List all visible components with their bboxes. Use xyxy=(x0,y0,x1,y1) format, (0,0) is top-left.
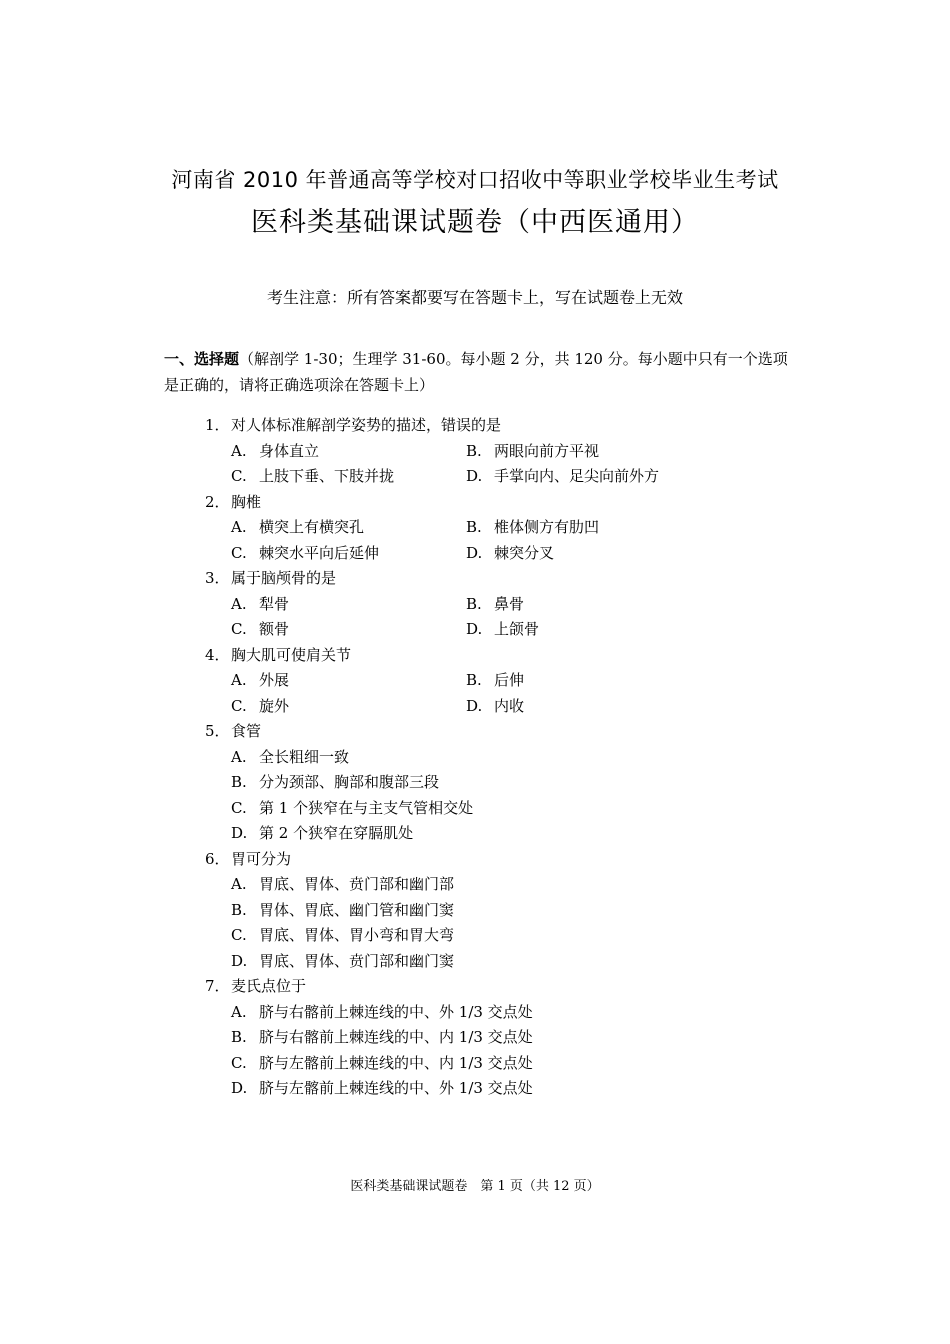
option-d xyxy=(231,949,454,975)
option-row xyxy=(231,821,765,847)
option-text: 胃底、胃体、贲门部和幽门窦 xyxy=(259,951,455,970)
option-label: B. xyxy=(466,518,482,536)
option-row xyxy=(231,439,765,465)
question-3 xyxy=(205,566,765,643)
option-text: 外展 xyxy=(259,671,290,689)
question-number: 3． xyxy=(205,569,230,587)
question-stem xyxy=(205,847,765,873)
question-7 xyxy=(205,974,765,1102)
option-row xyxy=(231,1025,765,1051)
question-number: 7． xyxy=(205,977,230,995)
option-b xyxy=(231,1025,533,1051)
section-intro xyxy=(164,346,794,398)
option-row xyxy=(231,770,765,796)
option-row xyxy=(231,694,765,720)
option-text: 椎体侧方有肋凹 xyxy=(494,518,600,536)
option-text: 第 2 个狭窄在穿膈肌处 xyxy=(259,824,414,842)
option-label: C. xyxy=(231,467,247,485)
option-text: 内收 xyxy=(494,696,525,715)
option-row xyxy=(231,745,765,771)
option-c xyxy=(231,923,454,949)
option-row xyxy=(231,617,765,643)
option-c xyxy=(231,617,466,643)
option-label: C. xyxy=(231,543,247,562)
question-stem xyxy=(205,719,765,745)
option-text: 后伸 xyxy=(494,671,525,689)
option-c xyxy=(231,796,473,822)
question-5 xyxy=(205,719,765,847)
option-row xyxy=(231,949,765,975)
option-c xyxy=(231,694,466,720)
option-b xyxy=(466,439,701,465)
option-label: A. xyxy=(231,875,247,893)
option-d xyxy=(466,541,701,567)
option-label: C. xyxy=(231,798,247,817)
option-label: B. xyxy=(231,900,247,919)
option-text: 胃底、胃体、胃小弯和胃大弯 xyxy=(259,926,455,944)
option-a xyxy=(231,872,454,898)
option-group xyxy=(205,668,765,719)
option-label: A. xyxy=(231,518,247,536)
option-label: C. xyxy=(231,620,247,638)
option-text: 手掌向内、足尖向前外方 xyxy=(494,467,660,485)
option-row xyxy=(231,923,765,949)
question-stem xyxy=(205,974,765,1000)
question-list xyxy=(205,413,765,1102)
option-label: D. xyxy=(231,951,248,970)
question-2 xyxy=(205,490,765,567)
question-text: 胸大肌可使肩关节 xyxy=(231,645,352,664)
option-text: 旋外 xyxy=(259,696,290,715)
option-label: A. xyxy=(231,441,247,460)
option-group xyxy=(205,745,765,847)
option-a xyxy=(231,439,466,465)
candidate-notice: 考生注意：所有答案都要写在答题卡上，写在试题卷上无效 xyxy=(266,288,683,307)
exam-title: 河南省 2010 年普通高等学校对口招收中等职业学校毕业生考试 xyxy=(171,168,779,192)
option-row xyxy=(231,1000,765,1026)
option-d xyxy=(231,821,413,847)
option-row xyxy=(231,1051,765,1077)
option-label: D. xyxy=(231,824,248,842)
question-4 xyxy=(205,643,765,720)
option-d xyxy=(466,694,701,720)
option-text: 脐与左髂前上棘连线的中、外 1/3 交点处 xyxy=(259,1079,533,1097)
option-a xyxy=(231,592,466,618)
option-row xyxy=(231,541,765,567)
option-row xyxy=(231,796,765,822)
question-text: 对人体标准解剖学姿势的描述，错误的是 xyxy=(231,416,502,434)
page-footer: 医科类基础课试题卷 第 1 页（共 12 页） xyxy=(350,1179,600,1194)
option-b xyxy=(466,515,701,541)
question-number: 6． xyxy=(205,849,230,868)
option-c xyxy=(231,1051,533,1077)
section-description: （解剖学 1-30；生理学 31-60。每小题 2 分，共 120 分。每小题中只有一个选项是正确的，请将正确选项涂在答题卡上） xyxy=(164,350,788,394)
option-label: C. xyxy=(231,696,247,715)
option-row xyxy=(231,898,765,924)
option-group xyxy=(205,872,765,974)
option-b xyxy=(466,592,701,618)
option-label: B. xyxy=(466,594,482,613)
question-stem xyxy=(205,643,765,669)
question-stem xyxy=(205,490,765,516)
option-text: 脐与右髂前上棘连线的中、外 1/3 交点处 xyxy=(259,1002,533,1021)
option-text: 第 1 个狭窄在与主支气管相交处 xyxy=(259,798,474,817)
option-b xyxy=(231,770,439,796)
option-d xyxy=(466,464,701,490)
option-text: 分为颈部、胸部和腹部三段 xyxy=(259,773,440,791)
option-label: D. xyxy=(466,467,483,485)
question-6 xyxy=(205,847,765,975)
option-a xyxy=(231,745,349,771)
option-label: D. xyxy=(231,1079,248,1097)
option-text: 身体直立 xyxy=(259,441,320,460)
option-text: 横突上有横突孔 xyxy=(259,518,365,536)
question-number: 2． xyxy=(205,492,230,511)
option-label: A. xyxy=(231,747,247,766)
question-text: 麦氏点位于 xyxy=(231,977,307,995)
question-text: 属于脑颅骨的是 xyxy=(231,569,337,587)
question-text: 胃可分为 xyxy=(231,849,292,868)
question-text: 食管 xyxy=(231,722,262,740)
option-d xyxy=(231,1076,533,1102)
option-label: B. xyxy=(466,441,482,460)
option-d xyxy=(466,617,701,643)
option-text: 上肢下垂、下肢并拢 xyxy=(259,467,395,485)
option-label: D. xyxy=(466,696,483,715)
exam-subtitle: 医科类基础课试题卷（中西医通用） xyxy=(251,207,699,238)
option-row xyxy=(231,872,765,898)
question-number: 1． xyxy=(205,416,230,434)
option-label: B. xyxy=(231,773,247,791)
option-label: C. xyxy=(231,1053,247,1072)
option-a xyxy=(231,515,466,541)
option-label: B. xyxy=(231,1028,247,1046)
option-a xyxy=(231,1000,533,1026)
option-text: 棘突分叉 xyxy=(494,543,555,562)
option-text: 额骨 xyxy=(259,620,290,638)
option-label: D. xyxy=(466,620,483,638)
option-text: 脐与左髂前上棘连线的中、内 1/3 交点处 xyxy=(259,1053,533,1072)
option-group xyxy=(205,1000,765,1102)
option-group xyxy=(205,515,765,566)
question-stem xyxy=(205,413,765,439)
option-row xyxy=(231,464,765,490)
option-c xyxy=(231,464,466,490)
question-text: 胸椎 xyxy=(231,492,262,511)
option-label: B. xyxy=(466,671,482,689)
question-1 xyxy=(205,413,765,490)
option-group xyxy=(205,592,765,643)
option-text: 鼻骨 xyxy=(494,594,525,613)
option-text: 棘突水平向后延伸 xyxy=(259,543,380,562)
question-stem xyxy=(205,566,765,592)
option-a xyxy=(231,668,466,694)
option-row xyxy=(231,668,765,694)
option-b xyxy=(231,898,454,924)
option-text: 上颌骨 xyxy=(494,620,540,638)
option-text: 胃底、胃体、贲门部和幽门部 xyxy=(259,875,455,893)
option-b xyxy=(466,668,701,694)
option-c xyxy=(231,541,466,567)
option-label: C. xyxy=(231,926,247,944)
option-text: 胃体、胃底、幽门管和幽门窦 xyxy=(259,900,455,919)
option-text: 全长粗细一致 xyxy=(259,747,350,766)
option-label: A. xyxy=(231,594,247,613)
option-row xyxy=(231,515,765,541)
option-text: 两眼向前方平视 xyxy=(494,441,600,460)
option-label: D. xyxy=(466,543,483,562)
option-group xyxy=(205,439,765,490)
option-label: A. xyxy=(231,671,247,689)
section-heading: 一、选择题 xyxy=(164,350,240,368)
option-row xyxy=(231,592,765,618)
question-number: 4． xyxy=(205,645,230,664)
option-text: 脐与右髂前上棘连线的中、内 1/3 交点处 xyxy=(259,1028,533,1046)
question-number: 5． xyxy=(205,722,230,740)
option-row xyxy=(231,1076,765,1102)
option-label: A. xyxy=(231,1002,247,1021)
option-text: 犁骨 xyxy=(259,594,290,613)
